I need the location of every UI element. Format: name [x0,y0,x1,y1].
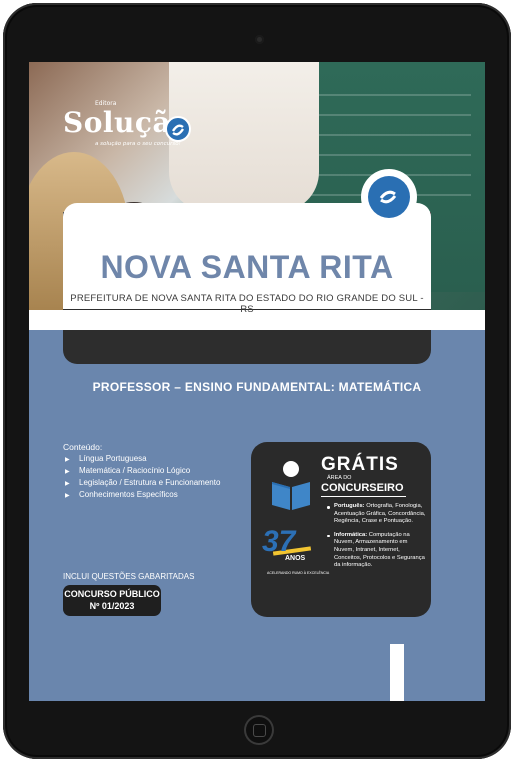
concurseiro-label: CONCURSEIRO [321,482,404,494]
publisher-logo-text: Solução [63,106,191,139]
item-text: Ortografia, Fonologia, Acentuação Gráfica, Concordância, Regência, Crase e Pontuação. [334,503,426,525]
gratis-divider [321,496,406,497]
list-item-label: Conhecimentos Específicos [79,490,178,499]
list-item [327,503,427,526]
decorative-bar [390,644,404,701]
list-item [65,489,220,501]
cover-subtitle: PREFEITURA DE NOVA SANTA RITA DO ESTADO DO RIO GRANDE DO SUL - RS [70,293,424,315]
list-item-label: Legislação / Estrutura e Funcionamento [79,478,221,487]
arrow-icon: ▶ [65,457,70,463]
list-item [65,453,220,465]
anniversary-tagline: ACELERANDO RUMO À EXCELÊNCIA [267,571,330,575]
home-button-square [253,724,266,737]
list-item [65,477,220,489]
solucao-badge-icon [377,186,399,206]
book-cover [29,62,485,701]
arrow-icon: ▶ [65,493,70,499]
publisher-small-label: Editora [95,100,117,107]
anniversary-word: ANOS [285,555,306,562]
arrow-icon: ▶ [65,481,70,487]
include-note: INCLUI QUESTÕES GABARITADAS [63,572,195,581]
contents-title: Conteúdo: [63,442,103,452]
gratis-items [327,503,427,576]
solucao-logo-icon [165,116,191,142]
contest-line-2: Nº 01/2023 [89,601,135,611]
camera-icon [255,35,264,44]
white-strip-right [431,310,485,330]
area-do-label: ÁREA DO [327,475,352,481]
publisher-tagline: a solução para o seu concurso! [95,141,181,147]
list-item-label: Língua Portuguesa [79,454,147,463]
item-heading: Informática: [334,531,368,538]
reader-icon [269,460,313,512]
contest-line-1: CONCURSO PÚBLICO [64,589,160,599]
contents-list [65,453,220,501]
list-item [327,532,427,570]
gratis-title: GRÁTIS [321,454,399,475]
list-item-label: Matemática / Raciocínio Lógico [79,466,191,475]
item-heading: Português: [334,503,365,509]
teacher-figure [169,62,319,212]
cover-title: NOVA SANTA RITA [100,249,394,285]
job-position: PROFESSOR – ENSINO FUNDAMENTAL: MATEMÁTICA [92,380,422,394]
list-item [65,465,220,477]
arrow-icon: ▶ [65,469,70,475]
item-text: Computação na Nuvem, Armazenamento em Nuvem, Intranet, Internet, Conceitos, Protocolos e Segurança da informação. [334,531,425,569]
anniversary-number: 37 [262,525,296,558]
